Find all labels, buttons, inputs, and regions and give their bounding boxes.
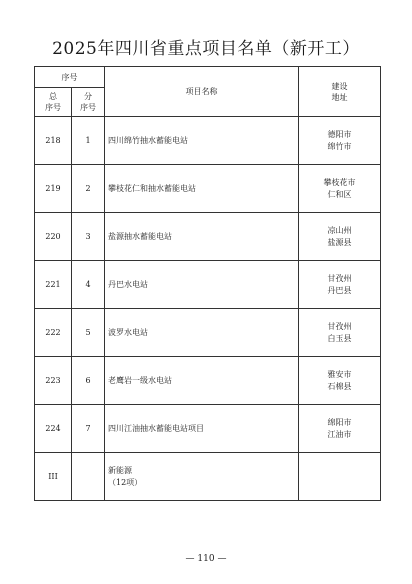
project-name-cell: 丹巴水电站 — [105, 261, 299, 309]
total-serial-cell: 220 — [35, 213, 72, 261]
total-serial-cell: 221 — [35, 261, 72, 309]
header-total-serial — [35, 88, 72, 117]
location-line1: 绵阳市 — [327, 417, 352, 427]
category-name-line2: （12项） — [108, 477, 143, 487]
empty-cell — [299, 453, 381, 501]
sub-serial-cell: 1 — [72, 117, 105, 165]
total-serial-cell: 219 — [35, 165, 72, 213]
project-name-cell: 老鹰岩一级水电站 — [105, 357, 299, 405]
location-cell — [299, 261, 381, 309]
location-cell — [299, 117, 381, 165]
table-row — [35, 357, 381, 405]
header-location-line1: 建设 — [331, 81, 348, 91]
empty-cell — [72, 453, 105, 501]
location-cell — [299, 357, 381, 405]
category-name-line1: 新能源 — [108, 465, 132, 475]
project-name-cell: 四川绵竹抽水蓄能电站 — [105, 117, 299, 165]
category-code-cell: III — [35, 453, 72, 501]
header-sub-serial — [72, 88, 105, 117]
sub-serial-cell: 3 — [72, 213, 105, 261]
location-cell — [299, 309, 381, 357]
header-location — [299, 67, 381, 117]
project-table — [34, 66, 381, 501]
table-row — [35, 405, 381, 453]
total-serial-cell: 218 — [35, 117, 72, 165]
location-cell — [299, 405, 381, 453]
location-line1: 攀枝花市 — [323, 177, 356, 187]
page-title: 2025年四川省重点项目名单（新开工） — [52, 39, 360, 59]
location-line2: 绵竹市 — [327, 141, 352, 151]
project-name-cell: 攀枝花仁和抽水蓄能电站 — [105, 165, 299, 213]
location-line1: 凉山州 — [327, 225, 352, 235]
header-project-name: 项目名称 — [105, 67, 299, 117]
location-line1: 雅安市 — [327, 369, 352, 379]
location-cell — [299, 213, 381, 261]
table-row — [35, 261, 381, 309]
location-line1: 甘孜州 — [327, 321, 352, 331]
location-line1: 甘孜州 — [327, 273, 352, 283]
header-serial: 序号 — [35, 67, 105, 88]
location-cell — [299, 165, 381, 213]
location-line2: 盐源县 — [327, 237, 352, 247]
project-name-cell: 盐源抽水蓄能电站 — [105, 213, 299, 261]
total-serial-cell: 222 — [35, 309, 72, 357]
location-line2: 白玉县 — [327, 333, 352, 343]
project-name-cell: 波罗水电站 — [105, 309, 299, 357]
table-row — [35, 213, 381, 261]
location-line2: 仁和区 — [327, 189, 352, 199]
sub-serial-cell: 2 — [72, 165, 105, 213]
category-row — [35, 453, 381, 501]
table-row — [35, 165, 381, 213]
sub-serial-cell: 6 — [72, 357, 105, 405]
location-line2: 丹巴县 — [327, 285, 352, 295]
header-total-serial-line1: 总 — [49, 92, 57, 101]
location-line2: 石棉县 — [327, 381, 352, 391]
page-number: — 110 — — [185, 554, 227, 564]
total-serial-cell: 224 — [35, 405, 72, 453]
total-serial-cell: 223 — [35, 357, 72, 405]
sub-serial-cell: 4 — [72, 261, 105, 309]
category-name-cell — [105, 453, 299, 501]
header-sub-serial-line2: 序号 — [80, 103, 96, 112]
sub-serial-cell: 5 — [72, 309, 105, 357]
header-sub-serial-line1: 分 — [84, 92, 92, 101]
table-row — [35, 117, 381, 165]
table-row — [35, 309, 381, 357]
header-location-line2: 地址 — [331, 92, 348, 102]
sub-serial-cell: 7 — [72, 405, 105, 453]
project-name-cell: 四川江油抽水蓄能电站项目 — [105, 405, 299, 453]
header-total-serial-line2: 序号 — [45, 103, 61, 112]
location-line2: 江油市 — [327, 429, 352, 439]
location-line1: 德阳市 — [327, 129, 352, 139]
